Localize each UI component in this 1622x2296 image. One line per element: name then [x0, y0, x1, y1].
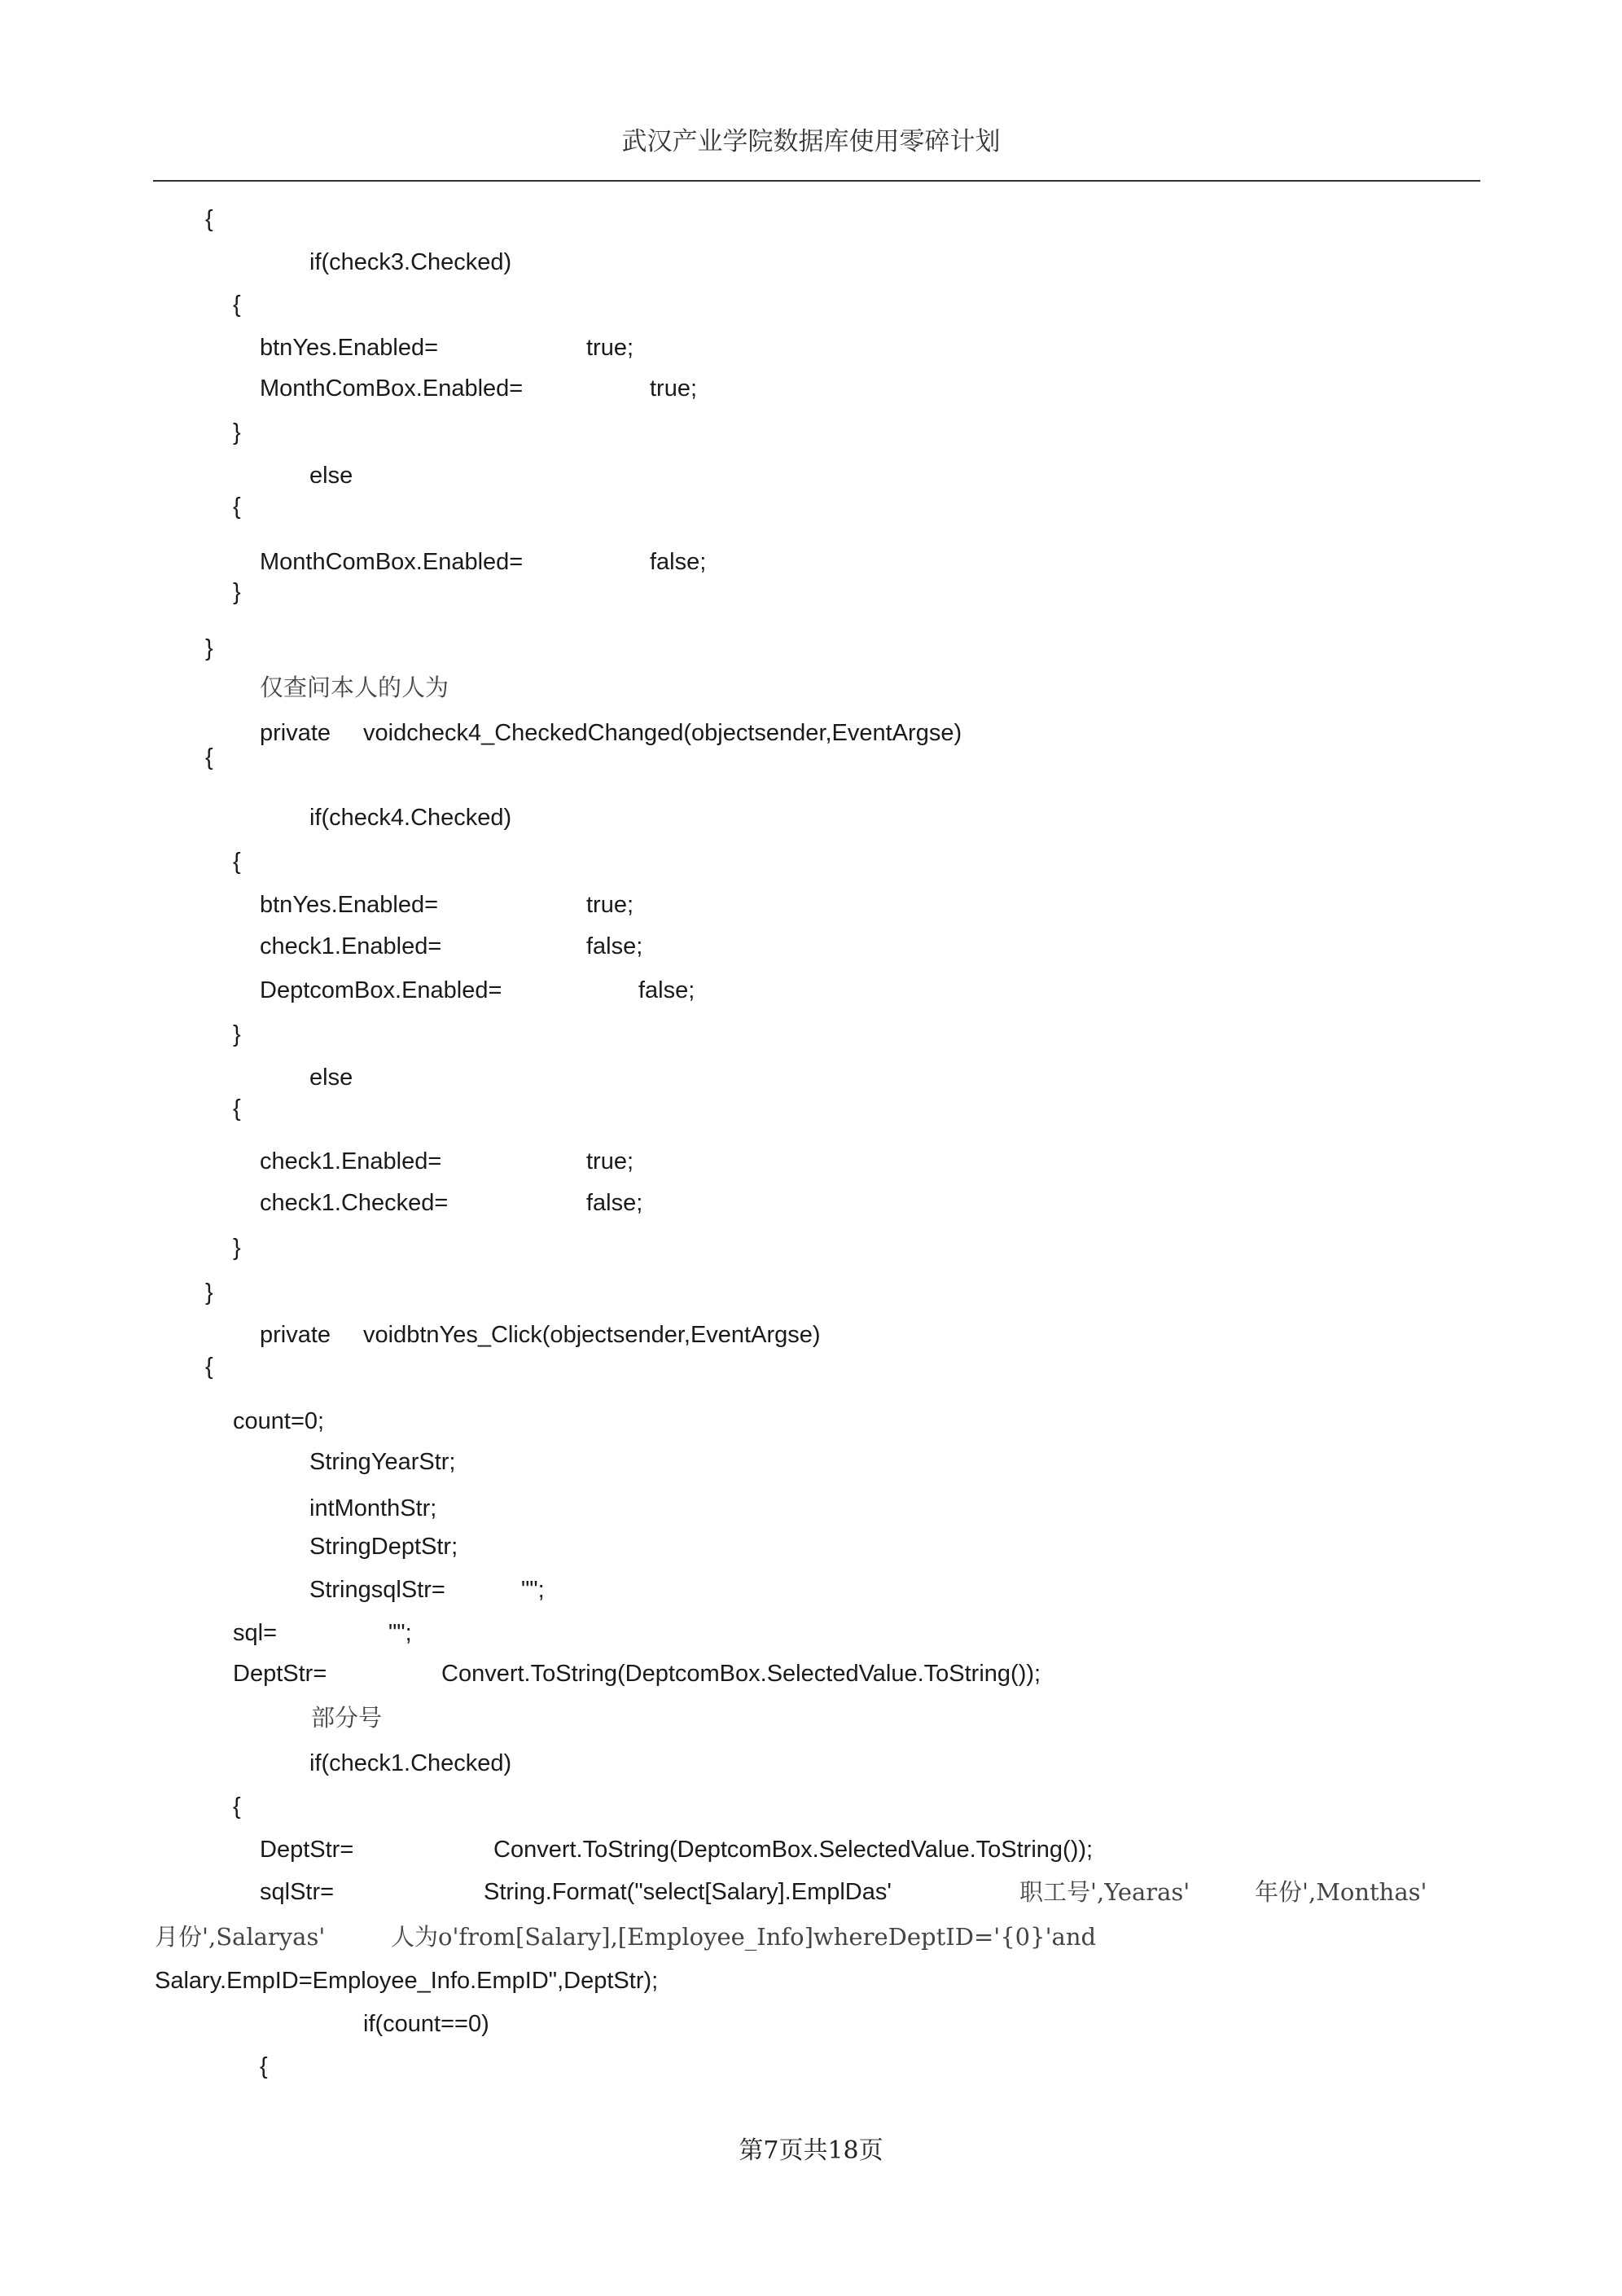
code-token: DeptcomBox.Enabled=: [260, 977, 502, 1003]
code-token: Convert.ToString(DeptcomBox.SelectedValue.ToString());: [493, 1837, 1094, 1863]
code-token: else: [309, 463, 353, 489]
code-token: {: [205, 1354, 213, 1380]
code-token: MonthComBox.Enabled=: [260, 549, 524, 575]
code-token: private: [260, 1322, 331, 1348]
code-token: check1.Enabled=: [260, 1148, 442, 1174]
code-token: 人为o'from[Salary],[Employee_Info]whereDeptID='{0}'and: [391, 1923, 1097, 1951]
code-token: sqlStr=: [260, 1879, 335, 1905]
code-token: if(check3.Checked): [309, 249, 512, 275]
page-header-title: 武汉产业学院数据库使用零碎计划: [621, 127, 1001, 156]
code-token: if(check4.Checked): [309, 805, 512, 831]
code-token: false;: [638, 977, 695, 1003]
code-token: 年份',Monthas': [1255, 1878, 1427, 1906]
code-token: check1.Enabled=: [260, 933, 442, 959]
code-token: true;: [586, 335, 634, 361]
code-token: {: [233, 1095, 241, 1122]
code-token: StringsqlStr=: [309, 1577, 445, 1603]
code-token: if(count==0): [363, 2011, 489, 2037]
code-token: Convert.ToString(DeptcomBox.SelectedValue.ToString());: [441, 1661, 1041, 1687]
code-token: }: [205, 635, 213, 661]
code-token: btnYes.Enabled=: [260, 892, 439, 918]
code-token: voidbtnYes_Click(objectsender,EventArgse): [363, 1322, 821, 1348]
code-token: if(check1.Checked): [309, 1750, 512, 1776]
code-token: voidcheck4_CheckedChanged(objectsender,EventArgse): [363, 720, 962, 746]
code-token: }: [205, 1280, 213, 1306]
code-token: Salary.EmpID=Employee_Info.EmpID",DeptStr);: [155, 1968, 659, 1994]
code-token: count=0;: [233, 1408, 325, 1434]
code-token: {: [260, 2053, 268, 2079]
code-token: }: [233, 419, 241, 446]
code-token: true;: [586, 892, 634, 918]
code-token: "";: [521, 1577, 545, 1603]
code-token: 月份',Salaryas': [155, 1923, 326, 1951]
header-divider: [153, 180, 1480, 182]
code-token: {: [205, 206, 213, 232]
code-token: btnYes.Enabled=: [260, 335, 439, 361]
code-token: private: [260, 720, 331, 746]
code-token: false;: [586, 933, 643, 959]
code-token: MonthComBox.Enabled=: [260, 375, 524, 402]
code-token: StringDeptStr;: [309, 1534, 458, 1560]
code-token: true;: [650, 375, 698, 402]
code-token: false;: [650, 549, 707, 575]
page-number: 第7页共18页: [739, 2136, 883, 2165]
code-token: sql=: [233, 1620, 278, 1646]
code-token: 部分号: [311, 1704, 383, 1732]
code-token: String.Format("select[Salary].EmplDas': [484, 1879, 892, 1905]
code-token: {: [233, 292, 241, 318]
code-token: "";: [388, 1620, 412, 1646]
code-token: }: [233, 579, 241, 605]
code-token: {: [205, 744, 213, 770]
code-token: }: [233, 1021, 241, 1047]
code-token: DeptStr=: [233, 1661, 327, 1687]
code-token: StringYearStr;: [309, 1449, 456, 1475]
code-token: false;: [586, 1190, 643, 1216]
code-token: {: [233, 494, 241, 520]
code-token: 仅查问本人的人为: [260, 674, 449, 701]
code-token: 职工号',Yearas': [1019, 1878, 1190, 1906]
code-token: else: [309, 1065, 353, 1091]
code-token: intMonthStr;: [309, 1495, 437, 1521]
code-token: }: [233, 1235, 241, 1261]
code-token: {: [233, 1793, 241, 1820]
code-token: check1.Checked=: [260, 1190, 449, 1216]
code-token: {: [233, 849, 241, 875]
code-token: DeptStr=: [260, 1837, 354, 1863]
code-token: true;: [586, 1148, 634, 1174]
